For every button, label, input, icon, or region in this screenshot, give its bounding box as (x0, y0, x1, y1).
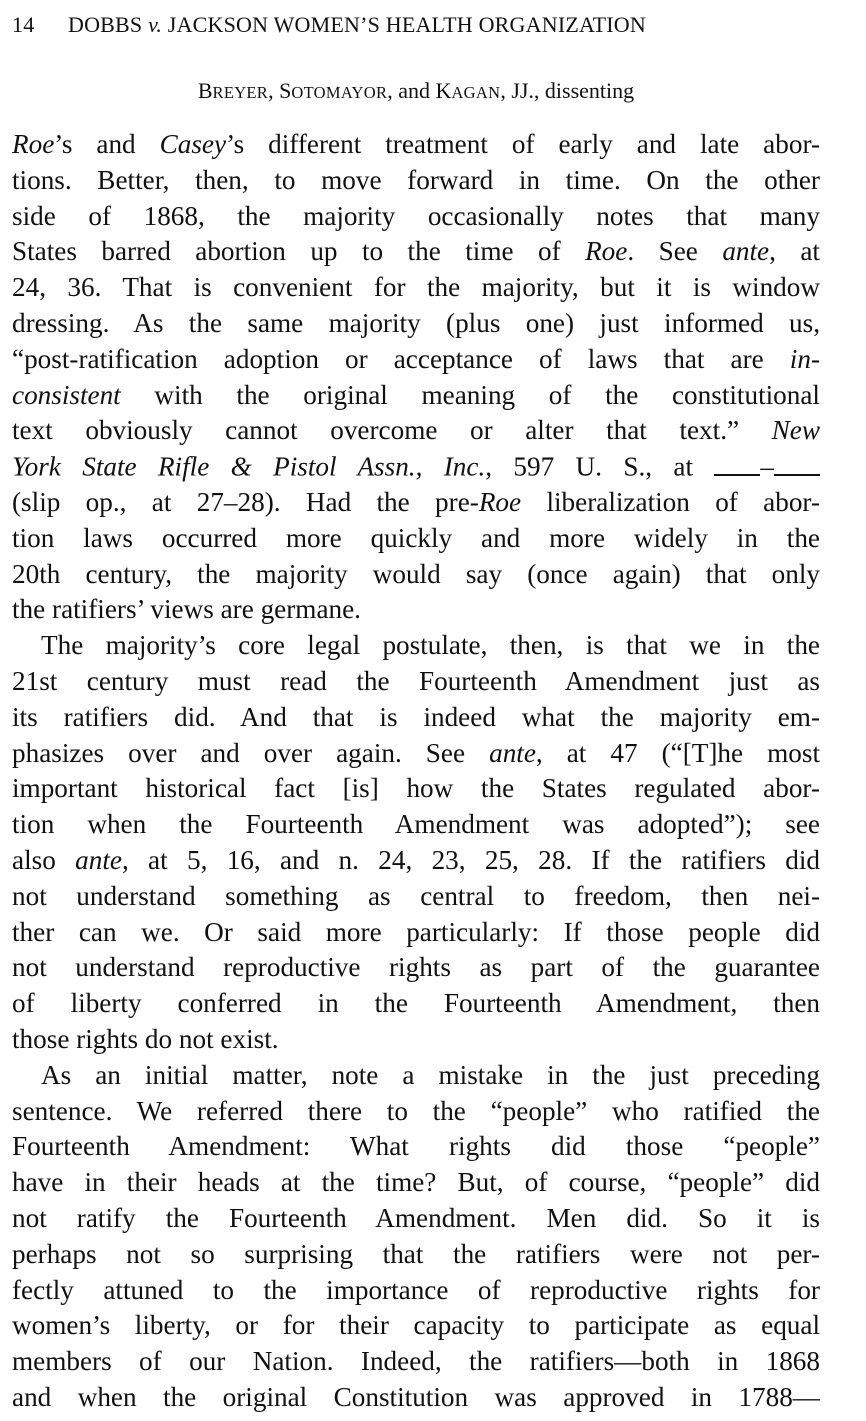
text-line: also ante, at 5, 16, and n. 24, 23, 25, 28. If the ratifiers did (12, 844, 821, 875)
text-line: and when the original Constitution was approved in 1788— (12, 1381, 820, 1412)
text-line: not understand something as central to freedom, then nei- (12, 880, 820, 911)
text-line: dressing. As the same majority (plus one) just informed us, (12, 307, 820, 338)
text-line: not understand reproductive rights as part of the guarantee (12, 952, 820, 983)
opinion-author-line: BREYER, SOTOMAYOR, and KAGAN, JJ., dissenting (197, 78, 635, 103)
text-line: those rights do not exist. (12, 1023, 279, 1054)
text-line: ther can we. Or said more particularly: If those people did (12, 916, 820, 947)
text-line: sentence. We referred there to the “people” who ratified the (12, 1095, 820, 1126)
text-line: perhaps not so surprising that the ratifiers were not per- (12, 1238, 820, 1269)
text-line: consistent with the original meaning of the constitutional (12, 379, 820, 410)
text-line: the ratifiers’ views are germane. (12, 594, 361, 625)
text-line: its ratifiers did. And that is indeed what the majority em- (12, 701, 820, 732)
text-line: fectly attuned to the importance of reproductive rights for (12, 1274, 820, 1305)
text-line: of liberty conferred in the Fourteenth Amendment, then (12, 988, 820, 1019)
text-line: side of 1868, the majority occasionally notes that many (12, 200, 820, 231)
running-head (12, 12, 820, 38)
opinion-body (12, 127, 820, 1416)
page-number: 14 (12, 12, 35, 37)
pin-cite-blank (774, 449, 820, 475)
text-line: 20th century, the majority would say (once again) that only (12, 558, 820, 589)
text-line: Roe’s and Casey’s different treatment of early and late abor- (12, 129, 821, 159)
case-title: DOBBS v. JACKSON WOMEN’S HEALTH ORGANIZATION (68, 12, 646, 37)
text-line: 24, 36. That is convenient for the majority, but it is window (12, 272, 820, 303)
text-line: As an initial matter, note a mistake in the just preceding (41, 1059, 820, 1090)
text-line: 21st century must read the Fourteenth Amendment just as (12, 665, 820, 696)
text-line: phasizes over and over again. See ante, at 47 (“[T]he most (12, 737, 821, 768)
text-line: not ratify the Fourteenth Amendment. Men did. So it is (12, 1202, 820, 1233)
text-line: York State Rifle & Pistol Assn., Inc., 597 U. S., at – (12, 449, 820, 485)
text-line: women’s liberty, or for their capacity to participate as equal (12, 1310, 820, 1341)
text-line: text obviously cannot overcome or alter that text.” New (12, 415, 820, 446)
text-line: Fourteenth Amendment: What rights did those “people” (12, 1131, 820, 1162)
pin-cite-blank (714, 449, 760, 475)
text-line: tion laws occurred more quickly and more widely in the (12, 522, 820, 553)
text-line: have in their heads at the time? But, of course, “people” did (12, 1167, 820, 1198)
text-line: States barred abortion up to the time of Roe. See ante, at (12, 236, 820, 267)
text-line: tion when the Fourteenth Amendment was adopted”); see (12, 809, 820, 840)
text-line: (slip op., at 27–28). Had the pre-Roe liberalization of abor- (12, 486, 820, 517)
text-line: “post-ratification adoption or acceptance of laws that are in- (12, 343, 820, 374)
text-line: tions. Better, then, to move forward in time. On the other (12, 164, 820, 195)
text-line: The majority’s core legal postulate, then, is that we in the (41, 630, 820, 661)
text-line: important historical fact [is] how the States regulated abor- (12, 773, 820, 804)
text-line: members of our Nation. Indeed, the ratifiers—both in 1868 (12, 1346, 820, 1377)
